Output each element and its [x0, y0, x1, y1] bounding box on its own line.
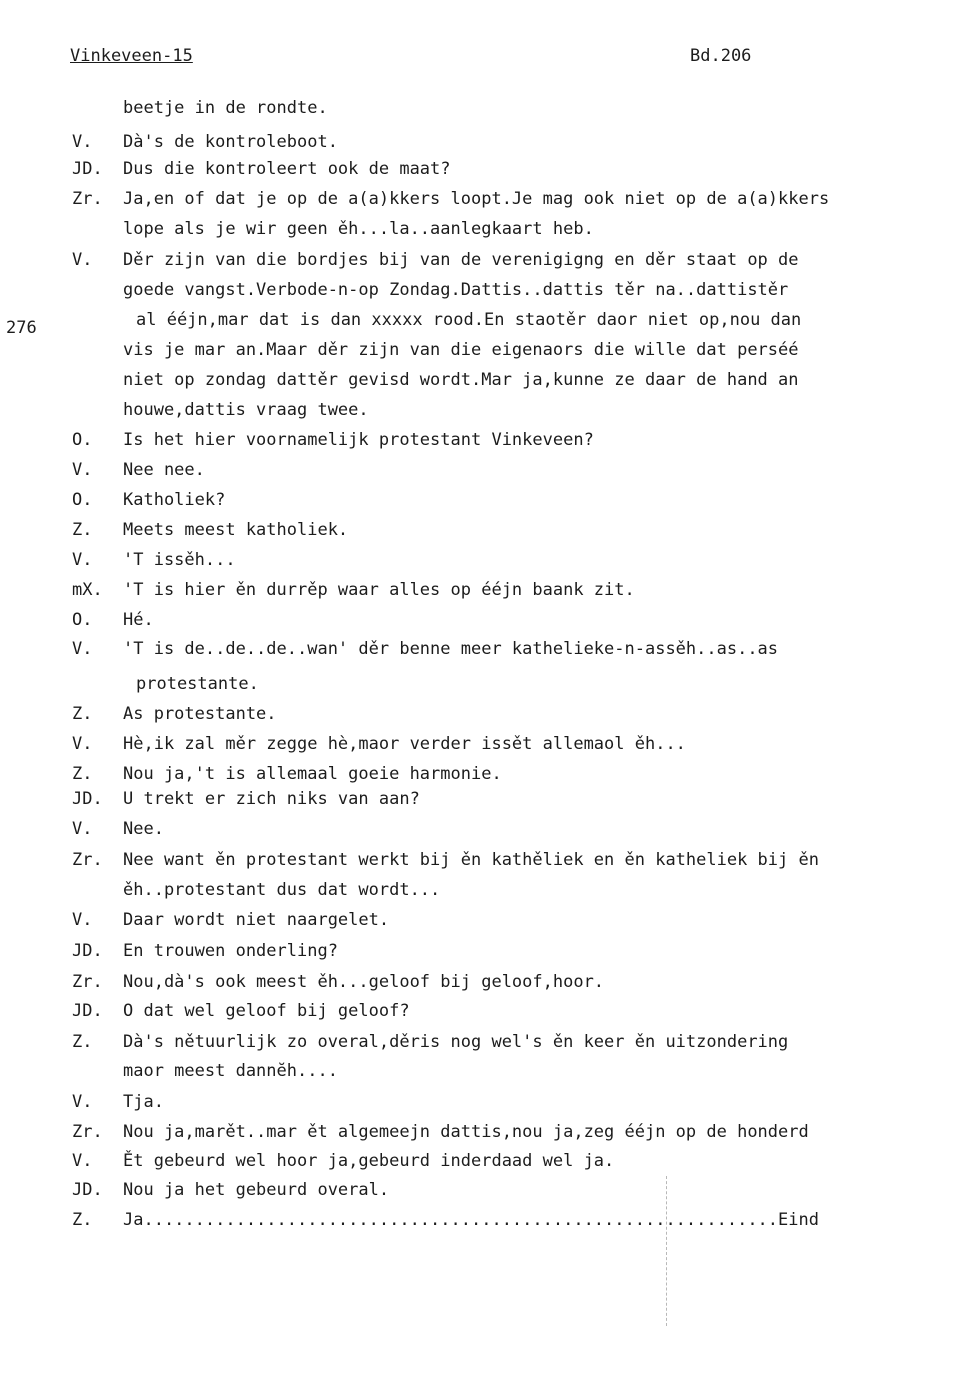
- speaker: Z.: [72, 1210, 93, 1230]
- transcript-line: [0, 159, 973, 179]
- line-text: 'T is hier ěn durrěp waar alles op ééjn baank zit.: [123, 580, 635, 600]
- line-text: protestante.: [136, 674, 259, 694]
- line-text: Nee want ěn protestant werkt bij ěn kathěliek en ěn katheliek bij ěn: [123, 850, 819, 870]
- transcript-line: [0, 580, 973, 600]
- speaker: O.: [72, 430, 93, 450]
- line-text: Nou,dà's ook meest ěh...geloof bij geloof,hoor.: [123, 972, 605, 992]
- line-text: goede vangst.Verbode-n-op Zondag.Dattis..dattis těr na..dattistěr: [123, 280, 789, 300]
- line-text: Dus die kontroleert ook de maat?: [123, 159, 451, 179]
- speaker: O.: [72, 610, 93, 630]
- transcript-line: [0, 819, 973, 839]
- line-text: lope als je wir geen ěh...la..aanlegkaart heb.: [123, 219, 594, 239]
- line-text: U trekt er zich niks van aan?: [123, 789, 420, 809]
- transcript-line: [0, 460, 973, 480]
- speaker: Z.: [72, 520, 93, 540]
- transcript-line: [0, 1061, 973, 1081]
- transcript-line: [0, 98, 973, 118]
- transcript-line: [0, 1092, 973, 1112]
- transcript-line: [0, 219, 973, 239]
- line-text: Meets meest katholiek.: [123, 520, 349, 540]
- transcript-line: [0, 189, 973, 209]
- transcript-line: [0, 400, 973, 420]
- line-text: Dà's nětuurlijk zo overal,děris nog wel's ěn keer ěn uitzondering: [123, 1032, 789, 1052]
- line-text: Děr zijn van die bordjes bij van de verenigigng en děr staat op de: [123, 250, 799, 270]
- transcript-line: [0, 764, 973, 784]
- line-text: vis je mar an.Maar děr zijn van die eigenaors die wille dat perséé: [123, 340, 799, 360]
- line-text: 'T issěh...: [123, 550, 236, 570]
- speaker: JD.: [72, 941, 103, 961]
- speaker: Z.: [72, 704, 93, 724]
- dotted-guide-line: [666, 1176, 667, 1326]
- transcript-line: [0, 674, 973, 694]
- transcript-line: [0, 430, 973, 450]
- line-text: niet op zondag dattěr gevisd wordt.Mar ja,kunne ze daar de hand an: [123, 370, 799, 390]
- speaker: O.: [72, 490, 93, 510]
- line-text: al ééjn,mar dat is dan xxxxx rood.En staotěr daor niet op,nou dan: [136, 310, 802, 330]
- speaker: V.: [72, 132, 93, 152]
- line-text: Dà's de kontroleboot.: [123, 132, 338, 152]
- document-page-number: Bd.206: [690, 46, 752, 66]
- line-text: beetje in de rondte.: [123, 98, 328, 118]
- speaker: mX.: [72, 580, 103, 600]
- transcript-line: [0, 550, 973, 570]
- line-text: En trouwen onderling?: [123, 941, 338, 961]
- transcript-line: [0, 910, 973, 930]
- speaker: V.: [72, 550, 93, 570]
- speaker: V.: [72, 639, 93, 659]
- line-text: Is het hier voornamelijk protestant Vinkeveen?: [123, 430, 594, 450]
- line-text: ěh..protestant dus dat wordt...: [123, 880, 441, 900]
- line-text: Nou ja het gebeurd overal.: [123, 1180, 390, 1200]
- transcript-line: [0, 1001, 973, 1021]
- speaker: Z.: [72, 764, 93, 784]
- transcript-line: [0, 1151, 973, 1171]
- transcript-line: [0, 789, 973, 809]
- line-text: Nee.: [123, 819, 164, 839]
- transcript-line: [0, 250, 973, 270]
- line-text: As protestante.: [123, 704, 277, 724]
- speaker: V.: [72, 1092, 93, 1112]
- line-text: O dat wel geloof bij geloof?: [123, 1001, 410, 1021]
- line-text: Ět gebeurd wel hoor ja,gebeurd inderdaad wel ja.: [123, 1151, 615, 1171]
- speaker: V.: [72, 910, 93, 930]
- transcript-line: [0, 734, 973, 754]
- line-text: Katholiek?: [123, 490, 226, 510]
- transcript-line: [0, 610, 973, 630]
- speaker: V.: [72, 460, 93, 480]
- transcript-line: [0, 880, 973, 900]
- line-text: houwe,dattis vraag twee.: [123, 400, 369, 420]
- transcript-line: [0, 941, 973, 961]
- speaker: Zr.: [72, 850, 103, 870]
- line-text: Daar wordt niet naargelet.: [123, 910, 390, 930]
- line-text: Hé.: [123, 610, 154, 630]
- document-header-title: Vinkeveen-15: [70, 46, 193, 66]
- transcript-line: [0, 704, 973, 724]
- speaker: JD.: [72, 1180, 103, 1200]
- transcript-line: [0, 370, 973, 390]
- line-text: Nou ja,marět..mar ět algemeejn dattis,nou ja,zeg ééjn op de honderd: [123, 1122, 809, 1142]
- speaker: V.: [72, 1151, 93, 1171]
- speaker: V.: [72, 734, 93, 754]
- margin-number: 276: [6, 318, 37, 338]
- line-text: 'T is de..de..de..wan' děr benne meer kathelieke-n-assěh..as..as: [123, 639, 779, 659]
- speaker: JD.: [72, 789, 103, 809]
- transcript-line: [0, 132, 973, 152]
- transcript-line: [0, 1032, 973, 1052]
- speaker: Zr.: [72, 972, 103, 992]
- transcript-line: [0, 850, 973, 870]
- line-text: Hè,ik zal měr zegge hè,maor verder issět allemaol ěh...: [123, 734, 686, 754]
- speaker: Zr.: [72, 189, 103, 209]
- transcript-line: [0, 972, 973, 992]
- transcript-line: [0, 1210, 973, 1230]
- speaker: JD.: [72, 1001, 103, 1021]
- transcript-line: [0, 639, 973, 659]
- line-text: Ja,en of dat je op de a(a)kkers loopt.Je mag ook niet op de a(a)kkers: [123, 189, 830, 209]
- speaker: Z.: [72, 1032, 93, 1052]
- speaker: V.: [72, 250, 93, 270]
- speaker: JD.: [72, 159, 103, 179]
- transcript-line: [0, 520, 973, 540]
- transcript-line: [0, 490, 973, 510]
- line-text: Nee nee.: [123, 460, 205, 480]
- transcript-line: [0, 280, 973, 300]
- line-text: Nou ja,'t is allemaal goeie harmonie.: [123, 764, 502, 784]
- line-text: Tja.: [123, 1092, 164, 1112]
- line-text: maor meest dannĕh....: [123, 1061, 338, 1081]
- line-text: Ja..............................................................Eind: [123, 1210, 819, 1230]
- transcript-line: [0, 1122, 973, 1142]
- transcript-line: [0, 1180, 973, 1200]
- speaker: Zr.: [72, 1122, 103, 1142]
- transcript-line: [0, 340, 973, 360]
- speaker: V.: [72, 819, 93, 839]
